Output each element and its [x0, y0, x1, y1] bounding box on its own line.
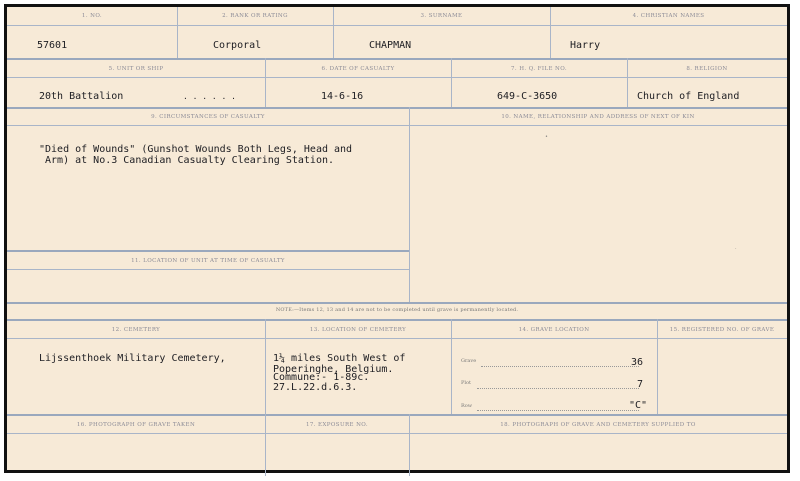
- hq-file-label: 7. H. Q. FILE NO.: [511, 66, 567, 72]
- christian-names-label: 4. CHRISTIAN NAMES: [632, 13, 705, 19]
- circumstances-label: 9. CIRCUMSTANCES OF CASUALTY: [151, 114, 265, 120]
- next-of-kin-label: 10. NAME, RELATIONSHIP AND ADDRESS OF NEXT OF KIN: [501, 114, 695, 120]
- date-cell: [265, 58, 451, 107]
- circumstances-line-2: Arm) at No.3 Canadian Casualty Clearing Station.: [39, 155, 335, 166]
- surname-cell: [333, 7, 550, 58]
- cemetery-label: 12. CEMETERY: [111, 327, 161, 333]
- surname-value: CHAPMAN: [369, 40, 412, 51]
- plot-field-label: Plot: [461, 380, 471, 386]
- exposure-cell: [265, 414, 409, 476]
- location-unit-cell: [7, 250, 409, 302]
- registered-no-cell: [657, 319, 787, 414]
- photo-taken-label: 16. PHOTOGRAPH OF GRAVE TAKEN: [76, 422, 196, 428]
- religion-label: 8. RELIGION: [686, 66, 728, 72]
- unit-dots: . . . . . .: [183, 92, 236, 101]
- cemetery-location-cell: [265, 319, 451, 414]
- photo-supplied-label: 18. PHOTOGRAPH OF GRAVE AND CEMETERY SUPPLIED TO: [500, 422, 696, 428]
- row-field-label: Row: [461, 403, 473, 409]
- location-unit-label: 11. LOCATION OF UNIT AT TIME OF CASUALTY: [131, 258, 285, 264]
- service-number-cell: [7, 7, 177, 58]
- grave-field-label: Grave: [461, 358, 477, 364]
- hq-file-value: 649-C-3650: [497, 91, 558, 102]
- dotted-line: [477, 388, 639, 389]
- unit-cell: [7, 58, 265, 107]
- row-field-value: "C": [628, 400, 647, 411]
- service-number-label: 1. NO.: [81, 13, 103, 19]
- speck: •: [545, 134, 548, 140]
- christian-names-cell: [550, 7, 787, 58]
- plot-field-value: 7: [636, 379, 643, 390]
- surname-label: 3. SURNAME: [420, 13, 463, 19]
- note-row: [7, 302, 787, 319]
- religion-cell: [627, 58, 787, 107]
- circumstances-cell: [7, 107, 409, 250]
- date-label: 6. DATE OF CASUALTY: [321, 66, 395, 72]
- unit-value: 20th Battalion: [39, 91, 124, 102]
- registered-no-label: 15. REGISTERED NO. OF GRAVE: [669, 327, 775, 333]
- cemetery-cell: [7, 319, 265, 414]
- note-text: NOTE:—Items 12, 13 and 14 are not to be completed until grave is permanently located.: [275, 307, 519, 313]
- cemetery-location-line-2: Poperinghe, Belgium.: [273, 364, 394, 375]
- rank-cell: [177, 7, 333, 58]
- next-of-kin-cell: [409, 107, 787, 302]
- rank-label: 2. RANK OR RATING: [222, 13, 288, 19]
- casualty-card: [4, 4, 790, 473]
- date-value: 14-6-16: [321, 91, 364, 102]
- speck: ·: [735, 246, 737, 252]
- photo-taken-cell: [7, 414, 265, 476]
- cemetery-location-line-4: 27.L.22.d.6.3.: [273, 382, 358, 393]
- circumstances-line-1: "Died of Wounds" (Gunshot Wounds Both Legs, Head and: [39, 144, 353, 155]
- unit-label: 5. UNIT OR SHIP: [108, 66, 164, 72]
- grave-location-label: 14. GRAVE LOCATION: [518, 327, 590, 333]
- cemetery-value: Lijssenthoek Military Cemetery,: [39, 353, 226, 364]
- dotted-line: [481, 366, 639, 367]
- rank-value: Corporal: [213, 40, 262, 51]
- cemetery-location-line-3: Commune:- 1-89c.: [273, 372, 370, 383]
- service-number-value: 57601: [37, 40, 68, 51]
- hq-file-cell: [451, 58, 627, 107]
- cemetery-location-line-1: 1¼ miles South West of: [273, 353, 406, 364]
- dotted-line: [477, 410, 639, 411]
- grave-location-cell: [451, 319, 657, 414]
- photo-supplied-cell: [409, 414, 787, 476]
- christian-names-value: Harry: [570, 40, 601, 51]
- exposure-label: 17. EXPOSURE NO.: [305, 422, 369, 428]
- grave-field-value: 36: [630, 357, 643, 368]
- cemetery-location-label: 13. LOCATION OF CEMETERY: [309, 327, 407, 333]
- religion-value: Church of England: [637, 91, 740, 102]
